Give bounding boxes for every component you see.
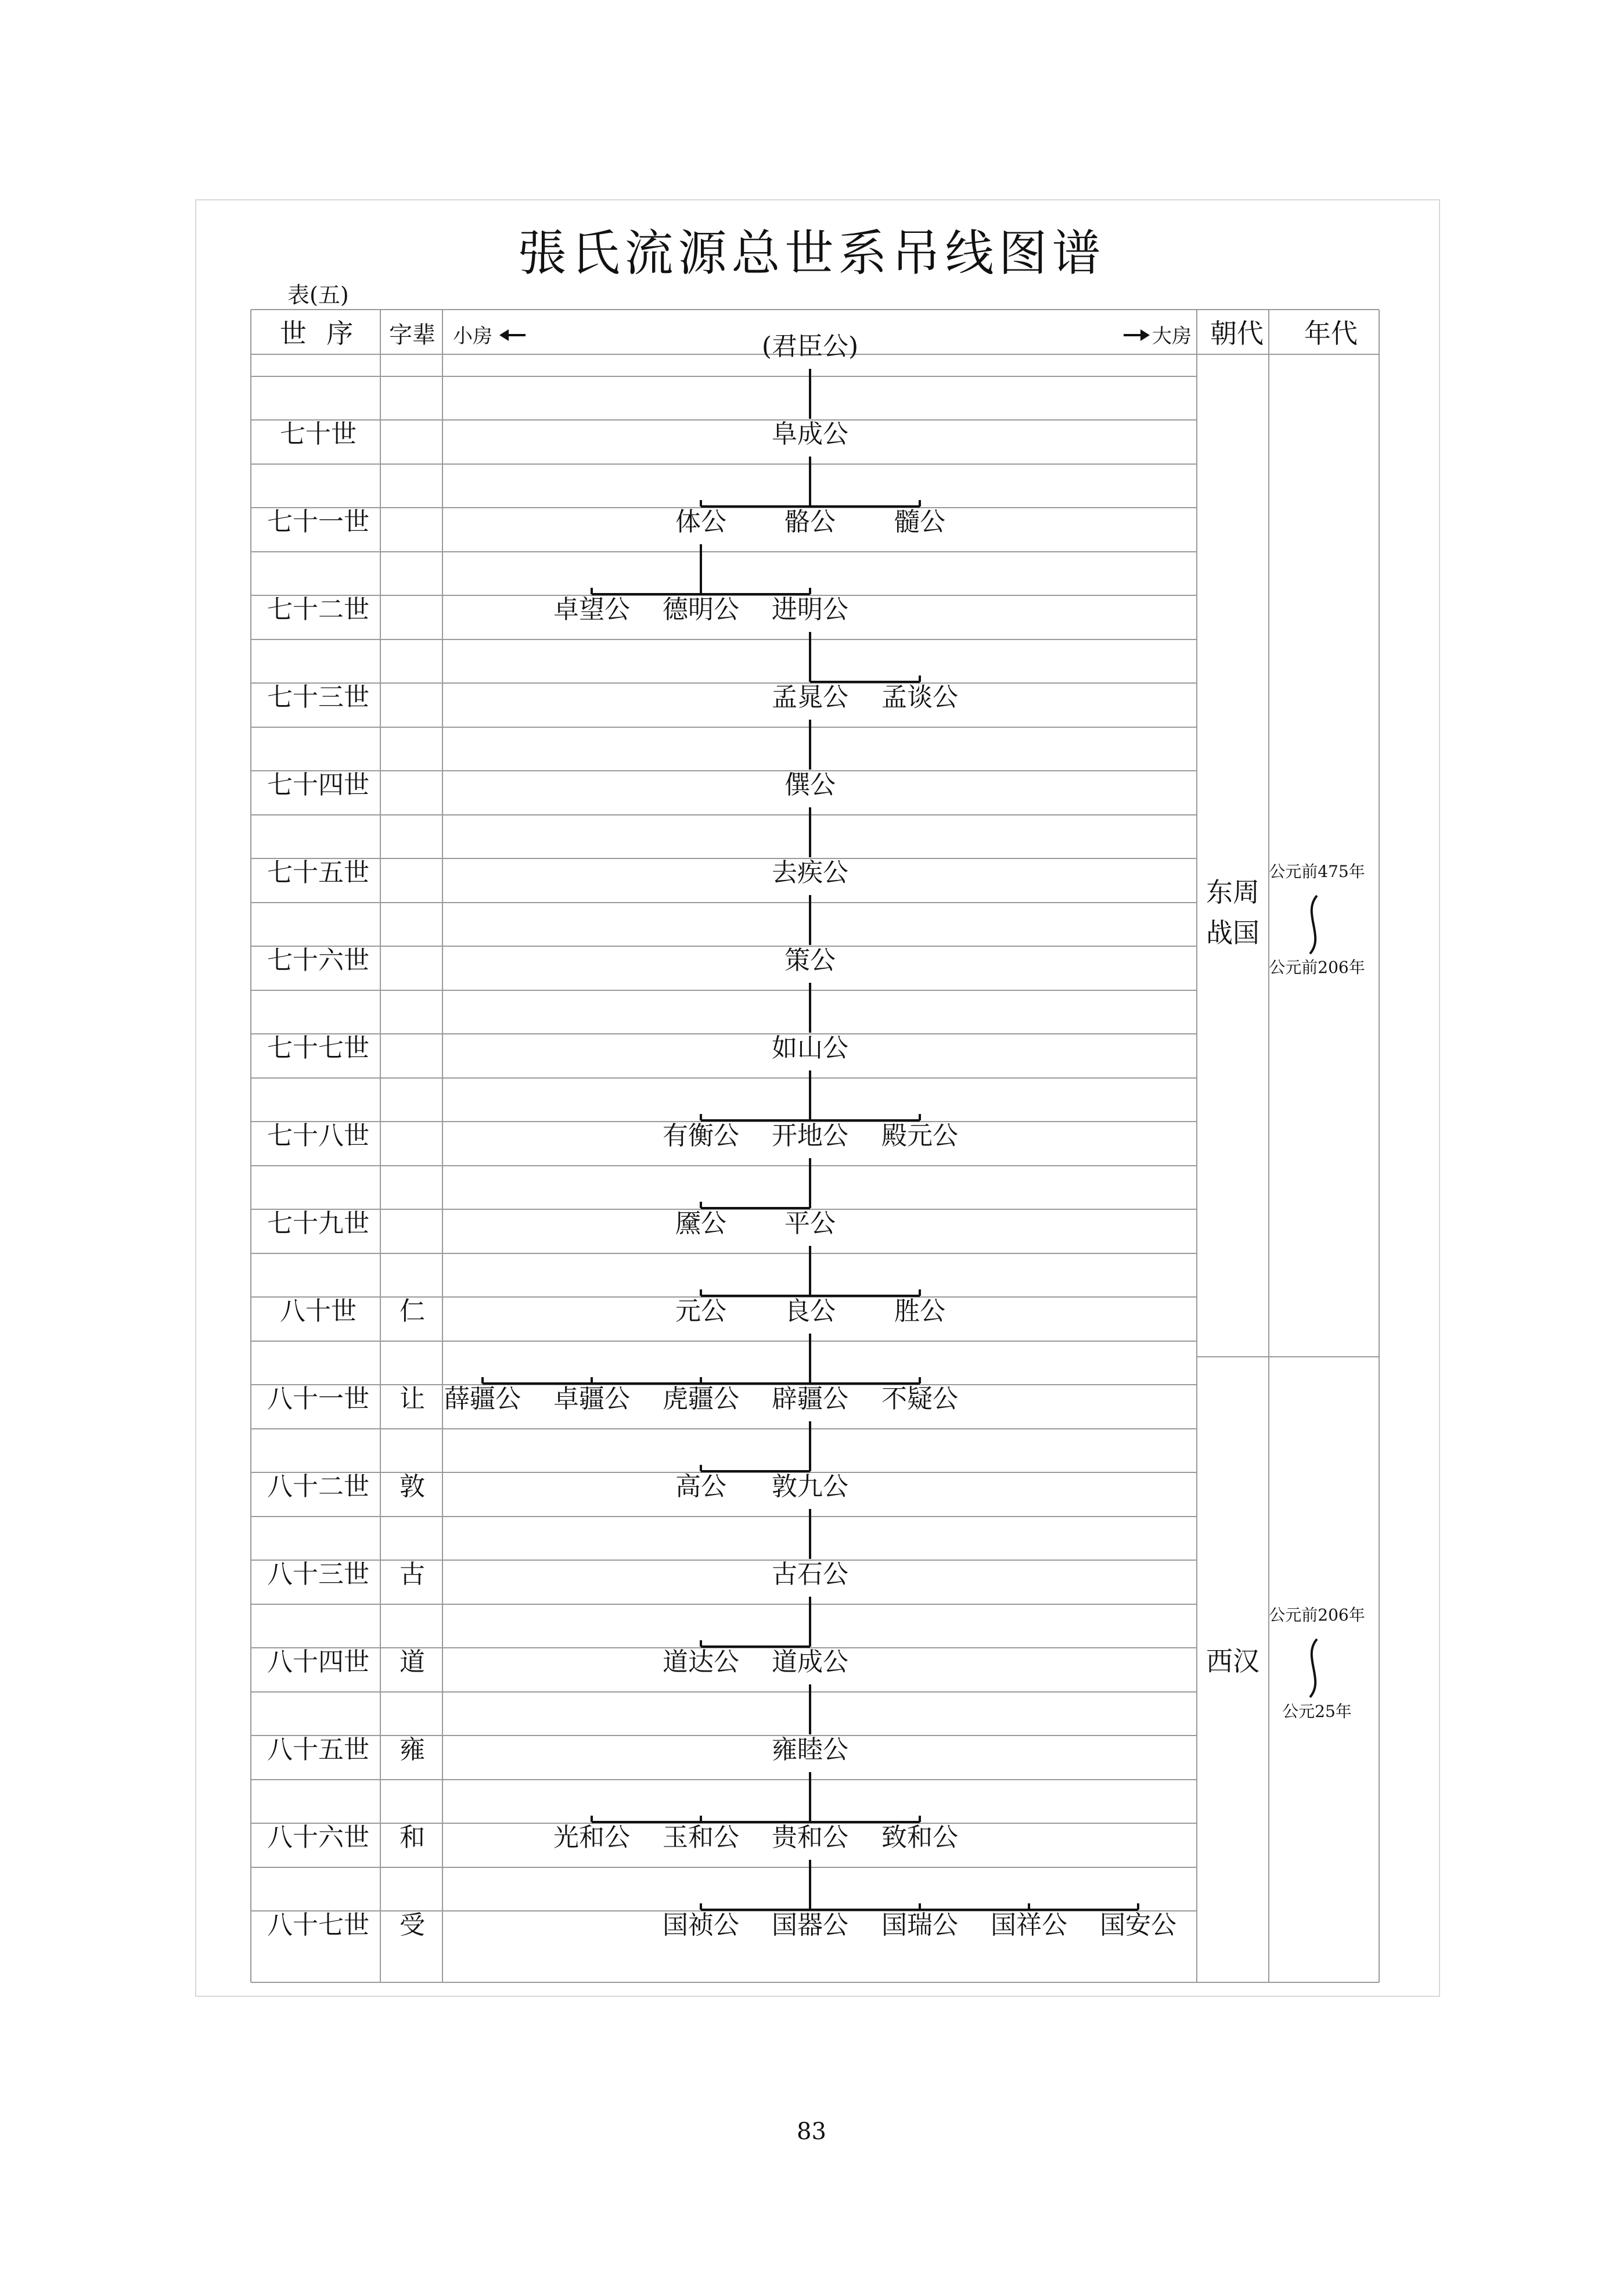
generation-label: 七十三世: [267, 682, 369, 712]
name-char: 敦: [400, 1472, 425, 1501]
member-name: 良公: [784, 1296, 836, 1326]
arrow-left-icon: [499, 329, 526, 341]
year-start: 公元前206年: [1269, 1605, 1365, 1625]
name-char: 雍: [400, 1735, 425, 1765]
major-branch-label: [1124, 325, 1192, 348]
generation-label: 七十九世: [267, 1209, 369, 1238]
name-char: 受: [400, 1910, 425, 1940]
member-name: 道达公: [663, 1647, 739, 1677]
member-name: 胜公: [894, 1296, 945, 1326]
member-name: 不疑公: [881, 1384, 958, 1414]
generation-label: 八十五世: [267, 1735, 369, 1765]
member-name: 敦九公: [772, 1472, 848, 1501]
member-name: 骼公: [784, 507, 836, 537]
header-name-char: 字辈: [389, 322, 436, 348]
year-end: 公元前206年: [1269, 958, 1365, 977]
member-name: 国安公: [1100, 1910, 1176, 1940]
member-name: 国瑞公: [881, 1910, 958, 1940]
name-char: 道: [400, 1647, 425, 1677]
generation-label: 七十六世: [267, 946, 369, 975]
member-name: 卓疆公: [553, 1384, 630, 1414]
generation-label: 七十八世: [267, 1121, 369, 1151]
member-name: 元公: [675, 1296, 726, 1326]
member-name: 国器公: [772, 1910, 848, 1940]
member-name: 国祥公: [991, 1910, 1067, 1940]
member-name: 卓望公: [553, 595, 630, 624]
member-name: 阜成公: [772, 419, 848, 449]
dynasty-label: 西汉: [1206, 1645, 1259, 1677]
member-name: 去疾公: [772, 858, 848, 888]
member-name: 孟谈公: [881, 682, 958, 712]
member-name: 孟晁公: [772, 682, 848, 712]
member-name: 辟疆公: [772, 1384, 848, 1414]
member-name: 雍睦公: [772, 1735, 848, 1765]
member-name: 僎公: [784, 770, 836, 800]
member-name: 德明公: [663, 595, 739, 624]
name-char: 古: [400, 1560, 425, 1589]
member-name: 高公: [675, 1472, 726, 1501]
generation-labels: [267, 419, 425, 1940]
table-label: 表(五): [287, 282, 349, 308]
page-title: 張氏流源总世系吊线图谱: [517, 225, 1106, 282]
generation-label: 七十七世: [267, 1033, 369, 1063]
member-name: 玉和公: [663, 1823, 739, 1852]
member-name: 黡公: [675, 1209, 726, 1238]
member-name: 虎疆公: [663, 1384, 739, 1414]
member-name: 道成公: [772, 1647, 848, 1677]
header-generation: 世 序: [279, 318, 359, 349]
major-branch-text: 大房: [1152, 325, 1192, 348]
page-number: 83: [797, 2118, 826, 2145]
generation-label: 七十二世: [267, 595, 369, 624]
member-name: 体公: [675, 507, 726, 537]
generation-label: 八十四世: [267, 1647, 369, 1677]
generation-label: 八十二世: [267, 1472, 369, 1501]
member-name: 致和公: [881, 1823, 958, 1852]
range-tilde-icon: [1310, 896, 1317, 954]
member-name: 古石公: [772, 1560, 848, 1589]
generation-label: 八十世: [280, 1296, 357, 1326]
member-name: 国祯公: [663, 1910, 739, 1940]
member-name: 有衡公: [663, 1121, 739, 1151]
generation-label: 八十七世: [267, 1910, 369, 1940]
member-name: 如山公: [772, 1033, 848, 1063]
range-tilde-icon: [1310, 1639, 1317, 1697]
header-years: 年代: [1304, 318, 1358, 349]
generation-label: 八十三世: [267, 1560, 369, 1589]
generation-label: 七十五世: [267, 858, 369, 888]
dynasty-label: 东周: [1206, 876, 1259, 908]
arrow-right-icon: [1124, 329, 1150, 341]
year-start: 公元前475年: [1269, 862, 1365, 881]
member-name: 光和公: [553, 1823, 630, 1852]
dynasty-label: 战国: [1206, 917, 1259, 948]
member-name: 薛疆公: [444, 1384, 521, 1414]
generation-label: 七十一世: [267, 507, 369, 537]
member-name: 开地公: [772, 1121, 848, 1151]
name-char: 和: [400, 1823, 425, 1852]
member-name: 平公: [784, 1209, 836, 1238]
member-name: 髓公: [894, 507, 945, 537]
member-name: 策公: [784, 946, 836, 975]
member-name: 贵和公: [772, 1823, 848, 1852]
year-end: 公元25年: [1282, 1702, 1352, 1721]
period-column: [1197, 862, 1379, 1721]
member-name: (君臣公): [761, 332, 859, 361]
generation-label: 七十世: [280, 419, 357, 449]
member-name: 殿元公: [881, 1121, 958, 1151]
name-char: 仁: [400, 1296, 425, 1326]
member-name: 进明公: [772, 595, 848, 624]
generation-label: 八十一世: [267, 1384, 369, 1414]
minor-branch-label: [453, 325, 526, 348]
name-char: 让: [400, 1384, 425, 1414]
generation-label: 七十四世: [267, 770, 369, 800]
minor-branch-text: 小房: [453, 325, 492, 348]
generation-label: 八十六世: [267, 1823, 369, 1852]
header-dynasty: 朝代: [1210, 318, 1264, 349]
